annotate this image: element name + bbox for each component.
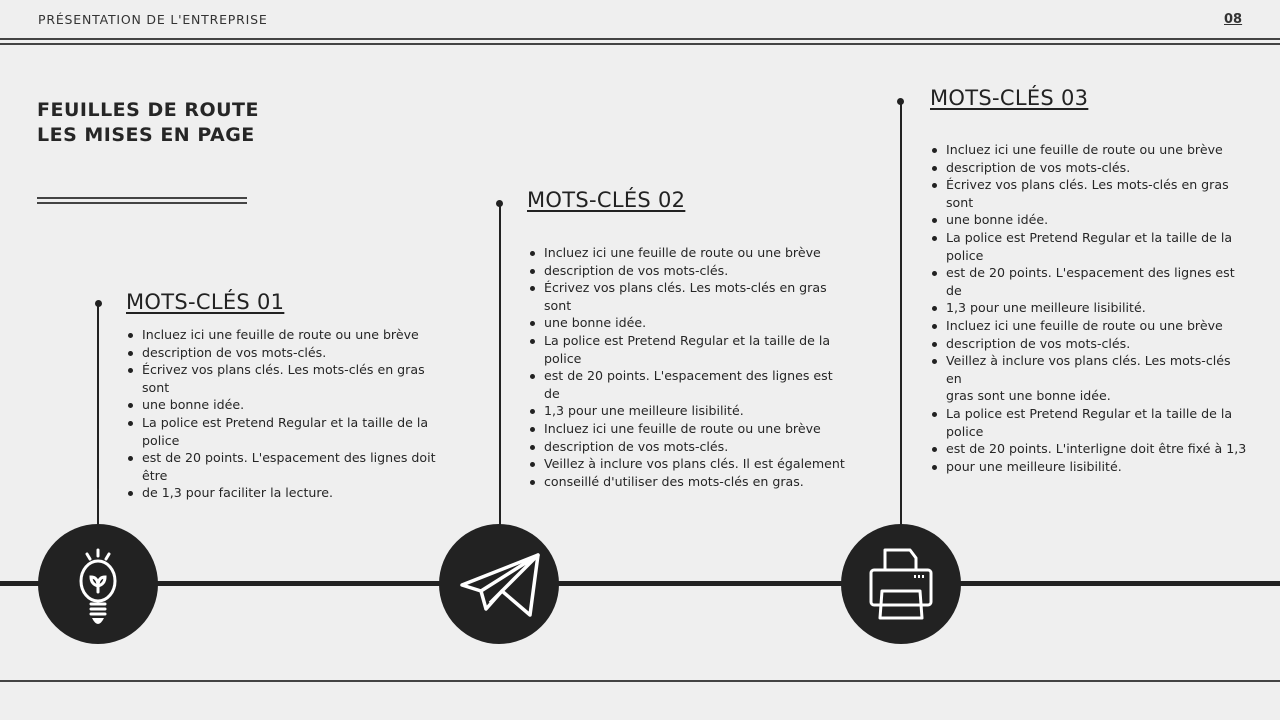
list-item: Écrivez vos plans clés. Les mots-clés en gras sont [528,279,848,314]
title-divider [37,197,247,199]
keyword-heading-01: MOTS-CLÉS 01 [126,290,285,314]
list-item: Incluez ici une feuille de route ou une brève [126,326,436,344]
header-divider [0,43,1280,45]
list-item: est de 20 points. L'interligne doit être fixé à 1,3 [930,440,1250,458]
list-item: La police est Pretend Regular et la taille de la police [930,405,1250,440]
header-divider [0,38,1280,40]
keyword-list-03 [930,141,1250,475]
title-line: FEUILLES DE ROUTE [37,99,259,121]
keyword-list-02 [528,244,848,490]
list-item: description de vos mots-clés. [126,344,436,362]
footer-divider [0,680,1280,682]
title-line: LES MISES EN PAGE [37,124,255,146]
list-item: une bonne idée. [126,396,436,414]
page-title [37,98,259,148]
timeline-bar [0,581,1280,586]
keyword-heading-02: MOTS-CLÉS 02 [527,188,686,212]
list-item: conseillé d'utiliser des mots-clés en gras. [528,473,848,491]
list-item: La police est Pretend Regular et la taille de la police [126,414,436,449]
list-item: La police est Pretend Regular et la taille de la police [528,332,848,367]
list-item: description de vos mots-clés. [528,262,848,280]
list-item: est de 20 points. L'espacement des lignes est de [930,264,1250,299]
list-item: 1,3 pour une meilleure lisibilité. [528,402,848,420]
list-item: Écrivez vos plans clés. Les mots-clés en gras sont [126,361,436,396]
timeline-connector [97,303,99,525]
list-item: description de vos mots-clés. [930,159,1250,177]
list-item: pour une meilleure lisibilité. [930,458,1250,476]
list-item: Veillez à inclure vos plans clés. Il est également [528,455,848,473]
timeline-connector [499,203,501,525]
section-title: PRÉSENTATION DE L'ENTREPRISE [38,12,268,27]
paper-plane-icon [454,549,544,619]
list-item: La police est Pretend Regular et la taille de la police [930,229,1250,264]
list-item: Écrivez vos plans clés. Les mots-clés en gras sont [930,176,1250,211]
list-item: 1,3 pour une meilleure lisibilité. [930,299,1250,317]
list-item: Incluez ici une feuille de route ou une brève [930,141,1250,159]
list-item: Incluez ici une feuille de route ou une brève [528,420,848,438]
list-item: une bonne idée. [930,211,1250,229]
keyword-list-01 [126,326,436,502]
list-item: une bonne idée. [528,314,848,332]
list-item: Veillez à inclure vos plans clés. Les mots-clés en gras sont une bonne idée. [930,352,1250,405]
printer-icon-circle [841,524,961,644]
list-item: description de vos mots-clés. [930,335,1250,353]
list-item: est de 20 points. L'espacement des lignes doit être [126,449,436,484]
timeline-connector [900,101,902,525]
printer-icon [866,546,936,622]
list-item: de 1,3 pour faciliter la lecture. [126,484,436,502]
lightbulb-icon-circle [38,524,158,644]
page-number: 08 [1224,12,1243,27]
list-item: Incluez ici une feuille de route ou une brève [528,244,848,262]
lightbulb-icon [63,544,133,624]
list-item: Incluez ici une feuille de route ou une brève [930,317,1250,335]
keyword-heading-03: MOTS-CLÉS 03 [930,86,1089,110]
paper-plane-icon-circle [439,524,559,644]
list-item: description de vos mots-clés. [528,438,848,456]
list-item: est de 20 points. L'espacement des lignes est de [528,367,848,402]
title-divider [37,202,247,204]
